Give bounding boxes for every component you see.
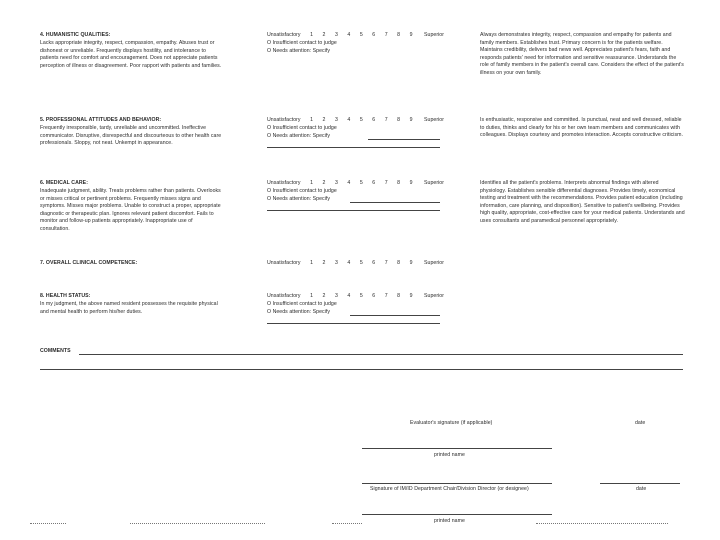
item-6-high-description: Identifies all the patient's problems. Interprets abnormal findings with altered physiology. Establishes sensible differential diagnoses. Provides timely, economical testing and treatment with the recommendations. Provides patient education (including information, care planning, and disposition). Sensitive to patient's wellbeing. Provides high quality, appropriate, cost-effective care for your medical patients. Understands and uses consultants and paramedical personnel appropriately. xyxy=(480,180,685,224)
evaluator-signature-line[interactable] xyxy=(362,448,552,449)
item-4-insufficient-contact-option[interactable]: O Insufficient contact to judge xyxy=(267,40,337,46)
rating-5[interactable]: 5 xyxy=(359,32,363,38)
evaluator-date-label: date xyxy=(635,420,646,426)
item-8-insufficient-contact-option[interactable]: O Insufficient contact to judge xyxy=(267,301,337,307)
rating-4[interactable]: 4 xyxy=(347,32,351,38)
rating-8[interactable]: 8 xyxy=(397,32,401,38)
rating-3[interactable]: 3 xyxy=(334,32,338,38)
rating-1[interactable]: 1 xyxy=(310,260,314,266)
rating-1[interactable]: 1 xyxy=(310,293,314,299)
comments-line-1[interactable] xyxy=(79,354,683,355)
item-8-low-description: In my judgment, the above named resident possesses the requisite physical and mental health to perform his/her duties. xyxy=(40,301,218,315)
rating-8[interactable]: 8 xyxy=(397,180,401,186)
item-5-insufficient-contact-option[interactable]: O Insufficient contact to judge xyxy=(267,125,337,131)
director-printed-name-label: printed name xyxy=(434,518,465,524)
rating-6[interactable]: 6 xyxy=(372,293,376,299)
rating-8[interactable]: 8 xyxy=(397,293,401,299)
rating-6[interactable]: 6 xyxy=(372,32,376,38)
rating-8[interactable]: 8 xyxy=(397,260,401,266)
evaluator-printed-name-label: printed name xyxy=(434,452,465,458)
rating-2[interactable]: 2 xyxy=(322,180,326,186)
item-5-needs-attention-option[interactable]: O Needs attention: Specify xyxy=(267,133,331,139)
footer-dotted-rule xyxy=(30,523,66,524)
item-4-heading: 4. HUMANISTIC QUALITIES: xyxy=(40,32,111,38)
rating-5[interactable]: 5 xyxy=(359,180,363,186)
rating-1[interactable]: 1 xyxy=(310,117,314,123)
rating-2[interactable]: 2 xyxy=(322,293,326,299)
item-5-specify-line-2[interactable] xyxy=(267,147,440,148)
rating-5[interactable]: 5 xyxy=(359,293,363,299)
scale-high-label: Superior xyxy=(424,260,445,266)
scale-low-label: Unsatisfactory xyxy=(267,180,301,186)
rating-9[interactable]: 9 xyxy=(409,32,413,38)
rating-6[interactable]: 6 xyxy=(372,117,376,123)
rating-3[interactable]: 3 xyxy=(334,180,338,186)
item-6-heading: 6. MEDICAL CARE: xyxy=(40,180,88,186)
item-5-low-description: Frequently irresponsible, tardy, unreliable and uncommitted. Ineffective communicator. Disruptive, disrespectful and discourteous to other health care professionals. Sloppy, not neat. Unkempt in appearance. xyxy=(40,125,222,147)
director-date-line[interactable] xyxy=(600,483,680,484)
item-6-specify-line-1[interactable] xyxy=(350,202,440,203)
director-signature-label: Signature of IM/ID Department Chair/Division Director (or designee) xyxy=(370,486,529,492)
rating-4[interactable]: 4 xyxy=(347,260,351,266)
footer-dotted-rule xyxy=(130,523,265,524)
rating-4[interactable]: 4 xyxy=(347,293,351,299)
rating-7[interactable]: 7 xyxy=(384,32,388,38)
item-5-specify-line-1[interactable] xyxy=(368,139,440,140)
item-8-needs-attention-option[interactable]: O Needs attention: Specify xyxy=(267,309,331,315)
rating-9[interactable]: 9 xyxy=(409,180,413,186)
item-6-low-description: Inadequate judgment, ability. Treats problems rather than patients. Overlooks or misses critical or pertinent problems. Frequently misses signs and symptoms. Misses major problems. Unable to construct a proper, appropriate diagnostic or therapeutic plan. Ignores relevant patient discomfort. Fails to monitor and follow-up patients appropriately. Inappropriate use of consultation. xyxy=(40,188,221,232)
rating-4[interactable]: 4 xyxy=(347,180,351,186)
item-6-needs-attention-option[interactable]: O Needs attention: Specify xyxy=(267,196,331,202)
director-printed-name-line[interactable] xyxy=(362,514,552,515)
scale-high-label: Superior xyxy=(424,32,445,38)
item-7-rating-scale xyxy=(267,260,444,268)
rating-7[interactable]: 7 xyxy=(384,293,388,299)
comments-line-2[interactable] xyxy=(40,369,683,370)
scale-low-label: Unsatisfactory xyxy=(267,293,301,299)
item-6-specify-line-2[interactable] xyxy=(267,210,440,211)
scale-high-label: Superior xyxy=(424,117,445,123)
rating-2[interactable]: 2 xyxy=(322,32,326,38)
rating-9[interactable]: 9 xyxy=(409,293,413,299)
scale-high-label: Superior xyxy=(424,293,445,299)
rating-3[interactable]: 3 xyxy=(334,293,338,299)
rating-6[interactable]: 6 xyxy=(372,180,376,186)
rating-1[interactable]: 1 xyxy=(310,180,314,186)
director-signature-line[interactable] xyxy=(362,483,552,484)
scale-low-label: Unsatisfactory xyxy=(267,32,301,38)
rating-8[interactable]: 8 xyxy=(397,117,401,123)
rating-6[interactable]: 6 xyxy=(372,260,376,266)
item-8-rating-scale xyxy=(267,293,444,301)
footer-dotted-rule xyxy=(332,523,362,524)
item-6-insufficient-contact-option[interactable]: O Insufficient contact to judge xyxy=(267,188,337,194)
scale-low-label: Unsatisfactory xyxy=(267,117,301,123)
comments-label: COMMENTS xyxy=(40,348,71,354)
rating-7[interactable]: 7 xyxy=(384,117,388,123)
item-5-heading: 5. PROFESSIONAL ATTITUDES AND BEHAVIOR: xyxy=(40,117,162,123)
item-8-specify-line-1[interactable] xyxy=(350,315,440,316)
rating-1[interactable]: 1 xyxy=(310,32,314,38)
rating-7[interactable]: 7 xyxy=(384,180,388,186)
item-5-rating-scale xyxy=(267,117,444,125)
rating-4[interactable]: 4 xyxy=(347,117,351,123)
item-4-needs-attention-option[interactable]: O Needs attention: Specify xyxy=(267,48,331,54)
rating-2[interactable]: 2 xyxy=(322,117,326,123)
rating-3[interactable]: 3 xyxy=(334,260,338,266)
rating-9[interactable]: 9 xyxy=(409,117,413,123)
item-4-high-description: Always demonstrates integrity, respect, compassion and empathy for patients and family members. Establishes trust. Primary concern is for the patients welfare. Maintains credibility, delivers bad news well. Appreciates patient's fears, faith and responds patients' need for information and sensitive reassurance. Understands the role of family members in the patient's overall care. Considers the effect of the patient's illness on your own family. xyxy=(480,32,684,76)
item-4-rating-scale xyxy=(267,32,444,40)
director-date-label: date xyxy=(636,486,647,492)
item-5-high-description: Is enthusiastic, responsive and committed. Is punctual, neat and well dressed, reliable to duties, thinks and clearly for his or her own team members and communicates with colleagues. Displays courtesy and promotes interaction. Accepts constructive criticism. xyxy=(480,117,683,139)
rating-5[interactable]: 5 xyxy=(359,260,363,266)
rating-2[interactable]: 2 xyxy=(322,260,326,266)
evaluator-signature-label: Evaluator's signature (if applicable) xyxy=(410,420,493,426)
item-8-heading: 8. HEALTH STATUS: xyxy=(40,293,91,299)
rating-9[interactable]: 9 xyxy=(409,260,413,266)
item-4-low-description: Lacks appropriate integrity, respect, compassion, empathy. Abuses trust or dishonest or unreliable. Frequently displays hostility, and intolerance to patients need for comfort and encouragement. Does not appreciate patients perception of illness or disagreement. Poor rapport with patients and families. xyxy=(40,40,222,69)
item-6-rating-scale xyxy=(267,180,444,188)
item-7-heading: 7. OVERALL CLINICAL COMPETENCE: xyxy=(40,260,138,266)
item-8-specify-line-2[interactable] xyxy=(267,323,440,324)
scale-low-label: Unsatisfactory xyxy=(267,260,301,266)
scale-high-label: Superior xyxy=(424,180,445,186)
rating-5[interactable]: 5 xyxy=(359,117,363,123)
footer-dotted-rule xyxy=(536,523,668,524)
rating-3[interactable]: 3 xyxy=(334,117,338,123)
rating-7[interactable]: 7 xyxy=(384,260,388,266)
